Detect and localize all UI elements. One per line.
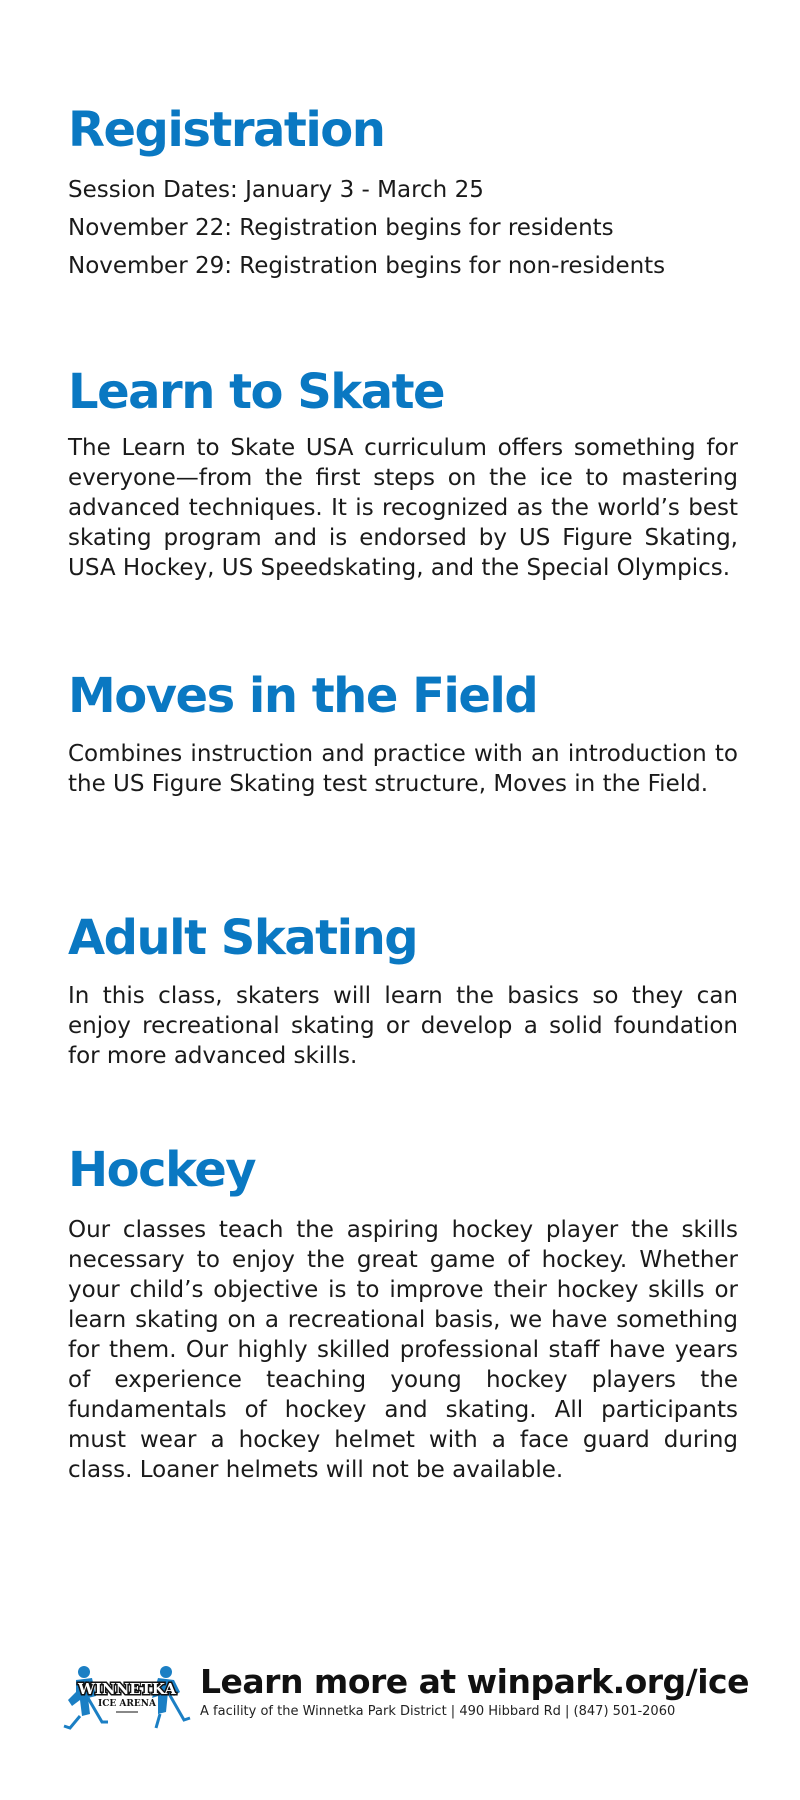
registration-heading: Registration (68, 102, 385, 158)
moves-in-the-field-section (68, 670, 738, 799)
learn-to-skate-section (68, 366, 738, 583)
adult-skating-heading: Adult Skating (68, 910, 418, 966)
session-dates-line: Session Dates: January 3 - March 25 (68, 176, 484, 203)
hockey-section (68, 1144, 738, 1485)
learn-to-skate-heading: Learn to Skate (68, 364, 445, 420)
moves-in-the-field-heading: Moves in the Field (68, 668, 538, 724)
resident-registration-line: November 22: Registration begins for residents (68, 214, 614, 241)
learn-to-skate-description: The Learn to Skate USA curriculum offers something for everyone—from the first steps on the ice to mastering advanced techniques. It is recognized as the world’s best skating program and is endorsed by US Figure Skating, USA Hockey, US Speedskating, and the Special Olympics. (68, 434, 738, 581)
facility-address: A facility of the Winnetka Park District | 490 Hibbard Rd | (847) 501-2060 (200, 1704, 676, 1719)
footer-text (200, 1662, 749, 1722)
nonresident-registration-line: November 29: Registration begins for non-residents (68, 252, 666, 279)
footer (62, 1662, 749, 1732)
learn-more-link[interactable]: Learn more at winpark.org/ice (200, 1662, 749, 1701)
moves-in-the-field-description: Combines instruction and practice with an introduction to the US Figure Skating test structure, Moves in the Field. (68, 740, 738, 797)
adult-skating-description: In this class, skaters will learn the basics so they can enjoy recreational skating or develop a solid foundation for more advanced skills. (68, 982, 738, 1069)
registration-dates (68, 171, 738, 285)
winnetka-ice-arena-logo (62, 1662, 192, 1732)
registration-section (68, 104, 738, 285)
adult-skating-section (68, 912, 738, 1071)
svg-text:ICE ARENA: ICE ARENA (98, 1699, 156, 1709)
hockey-description: Our classes teach the aspiring hockey player the skills necessary to enjoy the great game of hockey. Whether your child’s objective is to improve their hockey skills or learn skating on a recreational basis, we have something for them. Our highly skilled professional staff have years of experience teaching young hockey players the fundamentals of hockey and skating. All participants must wear a hockey helmet with a face guard during class. Loaner helmets will not be available. (68, 1216, 738, 1483)
hockey-heading: Hockey (68, 1142, 256, 1198)
svg-text:WINNETKA: WINNETKA (78, 1680, 176, 1698)
